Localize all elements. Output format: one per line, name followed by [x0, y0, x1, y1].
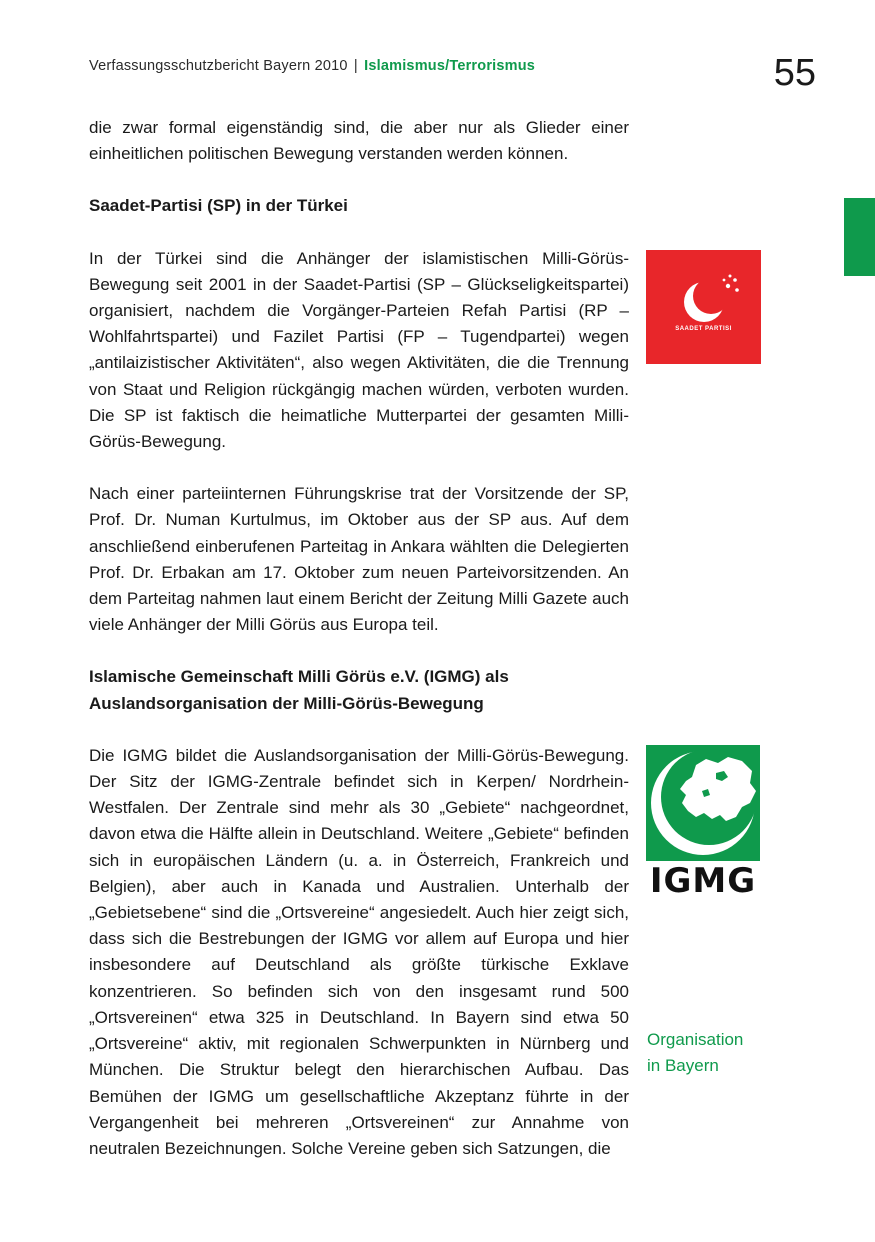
header-separator: | — [353, 58, 358, 74]
chapter-tab-marker — [844, 198, 875, 276]
paragraph-igmg: Die IGMG bildet die Auslandsorganisation der Milli-Görüs-Bewegung. Der Sitz der IGMG-Zentrale befindet sich in Kerpen/ Nordrhein-Westfalen. Der Zentrale sind mehr als 30 „Gebiete“ nachgeordnet, davon etwa die Hälfte allein in Deutschland. Weitere „Gebiete“ befinden sich in europäischen Ländern (u. a. in Österreich, Frankreich und Belgien), aber auch in Kanada und Australien. Unterhalb der „Gebietsebene“ sind die „Ortsvereine“ angesiedelt. Auch hier zeigt sich, dass sich die Bestrebungen der IGMG vor allem auf Europa und hier insbesondere auf Deutschland als größte türkische Exklave konzentrieren. So befinden sich von den insgesamt rund 500 „Ortsvereinen“ etwa 325 in Deutschland. In Bayern sind etwa 50 „Ortsvereine“ aktiv, mit regionalen Schwerpunkten in Nürnberg und München. Die Struktur belegt den hierarchischen Aufbau. Das Bemühen der IGMG um gesellschaftliche Akzeptanz führte in der Vergangenheit bei mehreren „Ortsvereinen“ zur Annahme von neutralen Bezeichnungen. Solche Vereine geben sich Satzungen, die — [89, 745, 629, 1158]
heading-igmg-line1: Islamische Gemeinschaft Milli Görüs e.V. (IGMG) als — [89, 667, 509, 687]
heading-saadet: Saadet-Partisi (SP) in der Türkei — [89, 196, 348, 216]
running-header — [89, 58, 535, 74]
main-text-column — [89, 115, 629, 1162]
crescent-europe-map-icon — [646, 745, 760, 861]
igmg-logo-text: IGMG — [649, 861, 757, 901]
paragraph-saadet-2: Nach einer parteiinternen Führungskrise trat der Vorsitzende der SP, Prof. Dr. Numan Kurtulmus, im Oktober aus der SP aus. Auf dem anschließend einberufenen Parteitag in Ankara wählten die Delegierten Prof. Dr. Erbakan am 17. Oktober zum neuen Parteivorsitzenden. An dem Parteitag nahmen laut einem Bericht der Zeitung Milli Gazete auch viele Anhänger der Milli Görüs aus Europa teil. — [89, 484, 629, 635]
margin-note-line2: in Bayern — [647, 1056, 719, 1075]
page-number: 55 — [773, 52, 816, 94]
heading-igmg-line2: Auslandsorganisation der Milli-Görüs-Bewegung — [89, 693, 484, 713]
report-title: Verfassungsschutzbericht Bayern 2010 — [89, 58, 348, 74]
section-title: Islamismus/Terrorismus — [364, 58, 536, 74]
heading-igmg — [89, 664, 629, 716]
igmg-logo-emblem — [646, 745, 760, 861]
crescent-star-icon — [646, 250, 761, 364]
margin-note-line1: Organisation — [647, 1030, 744, 1049]
margin-note — [647, 1027, 743, 1079]
paragraph-intro: die zwar formal eigenständig sind, die aber nur als Glieder einer einheitlichen politischen Bewegung verstanden werden können. — [89, 118, 629, 164]
paragraph-saadet-1: In der Türkei sind die Anhänger der islamistischen Milli-Görüs-Bewegung seit 2001 in der Saadet-Partisi (SP – Glückseligkeitspartei) organisiert, nachdem die Vorgänger-Parteien Refah Partisi (RP – Wohlfahrtspartei) und Fazilet Partisi (FP – Tugendpartei) wegen „antilaizistischer Aktivitäten“, also wegen Aktivitäten, die die Trennung von Staat und Religion rückgängig machen würden, verboten wurden. Die SP ist faktisch die heimatliche Mutterpartei der gesamten Milli-Görüs-Bewegung. — [89, 248, 629, 452]
igmg-logo — [646, 745, 760, 901]
saadet-logo-text: SAADET PARTISI — [675, 326, 732, 332]
saadet-partisi-logo — [646, 250, 761, 364]
